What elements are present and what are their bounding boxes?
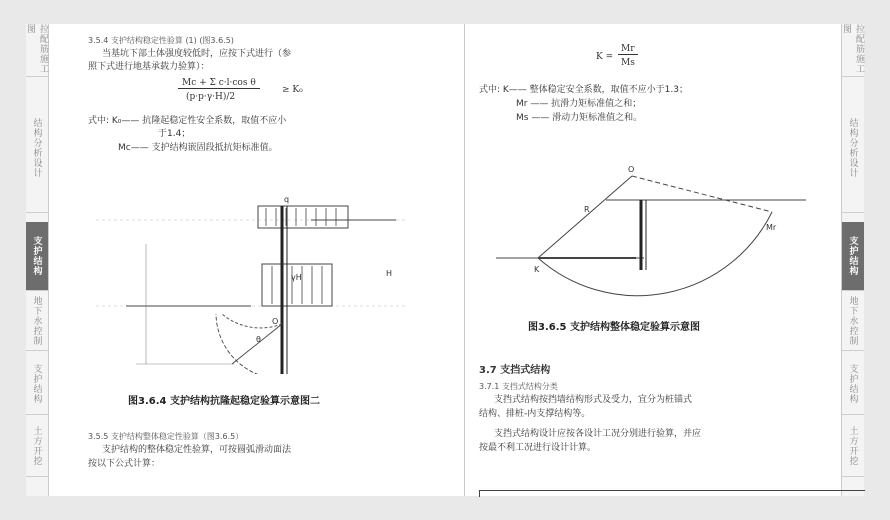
page-gutter	[464, 24, 465, 496]
where-line: 式中: K₀—— 抗隆起稳定性安全系数，取值不应小	[88, 116, 287, 126]
table-top-edge	[479, 490, 865, 497]
left-tab-3-active[interactable]: 支护结构	[26, 222, 48, 291]
label-angle: θ	[256, 335, 261, 344]
label-side: H	[386, 269, 393, 278]
formula-numerator: Mc + Σ c·l·cos θ	[178, 78, 260, 89]
figure-stability-diagram	[476, 142, 816, 332]
right-tab-2[interactable]: 结构分析设计	[842, 84, 864, 213]
right-tab-4[interactable]: 地下水控制	[842, 292, 864, 351]
formula-lhs: K =	[596, 52, 614, 62]
where-line: 于1.4；	[158, 129, 191, 139]
paragraph: 照下式进行地基承载力验算）：	[88, 62, 210, 72]
paragraph: 按以下公式计算：	[88, 459, 161, 469]
paragraph: 当基坑下部土体强度较低时，应按下式进行（参	[102, 49, 292, 59]
formula-denominator: (p·p·γ·H)/2	[186, 92, 236, 102]
figure-caption: 图3.6.5 支护结构整体稳定验算示意图	[528, 322, 700, 333]
right-tab-5[interactable]: 支护结构	[842, 354, 864, 415]
label-apex: O	[628, 165, 635, 174]
formula-rhs: ≥ K₀	[282, 85, 303, 95]
paragraph: 支挡式结构设计应按各设计工况分别进行验算，并应	[494, 429, 702, 439]
where-line: Mr —— 抗滑力矩标准值之和；	[516, 99, 642, 109]
figure-uplift-diagram	[86, 164, 416, 374]
document-page	[26, 24, 864, 496]
right-tab-3-active[interactable]: 支护结构	[842, 222, 864, 291]
left-tab-6[interactable]: 土方开挖	[26, 416, 48, 477]
label-load: q	[284, 195, 290, 204]
paragraph: 结构、排桩-内支撑结构等。	[479, 409, 591, 419]
section-3-7-1: 3.7.1 支挡式结构分类	[479, 382, 558, 391]
section-3-7: 3.7 支挡式结构	[479, 365, 551, 376]
right-tab-strip	[841, 24, 864, 496]
paragraph: 支护结构的整体稳定性验算，可按圆弧滑动面法	[102, 445, 292, 455]
paragraph: 支挡式结构按挡墙结构形式及受力，宜分为桩锚式	[494, 395, 693, 405]
right-tab-6[interactable]: 土方开挖	[842, 416, 864, 477]
left-tab-2[interactable]: 结构分析设计	[26, 84, 48, 213]
right-tab-1[interactable]: 拉配筋施工图	[842, 24, 864, 77]
label-point: O	[272, 317, 279, 326]
where-line: 式中: K—— 整体稳定安全系数，取值不应小于1.3；	[479, 85, 688, 95]
label-gamma: γH	[291, 273, 302, 282]
section-3-5-4: 3.5.4 支护结构稳定性验算 (1) (图3.6.5)	[88, 36, 234, 45]
left-tab-5[interactable]: 支护结构	[26, 354, 48, 415]
label-radius: R	[584, 205, 590, 214]
label-top: Mr	[766, 223, 777, 232]
section-3-5-5: 3.5.5 支护结构整体稳定性验算（图3.6.5）	[88, 432, 244, 441]
where-line: Mc—— 支护结构嵌固段抵抗矩标准值。	[118, 143, 278, 153]
left-tab-strip	[26, 24, 49, 496]
label-toe: K	[534, 265, 540, 274]
where-line: Ms —— 滑动力矩标准值之和。	[516, 113, 643, 123]
left-tab-1[interactable]: 拉配筋施工图	[26, 24, 48, 77]
figure-caption: 图3.6.4 支护结构抗隆起稳定验算示意图二	[128, 396, 320, 407]
formula-denominator: Ms	[621, 58, 635, 68]
paragraph: 按最不利工况进行设计计算。	[479, 443, 597, 453]
formula-numerator: Mr	[618, 44, 638, 55]
left-tab-4[interactable]: 地下水控制	[26, 292, 48, 351]
